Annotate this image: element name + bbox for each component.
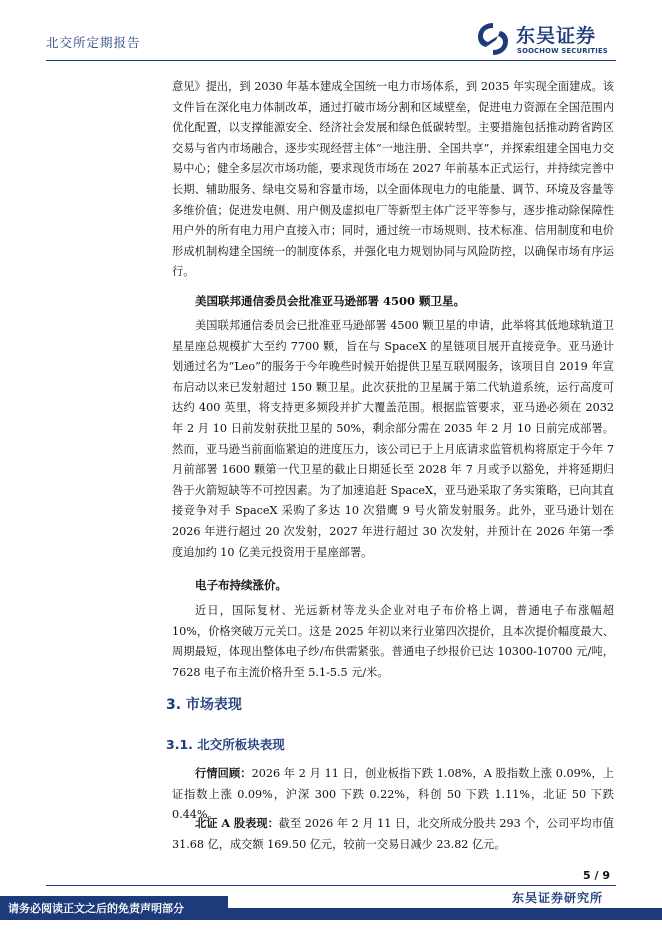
- bse-a-share-paragraph: [172, 813, 614, 855]
- market-review-text: 2026 年 2 月 11 日，创业板指下跌 1.08%，A 股指数上涨 0.09%，上证指数上涨 0.09%，沪深 300 下跌 0.22%，科创 50 下跌 1.11%，北证 50 下跌 0.44%。: [172, 767, 614, 822]
- e-cloth-paragraph: 近日，国际复材、光远新材等龙头企业对电子布价格上调，普通电子布涨幅超 10%，价格突破万元关口。这是 2025 年初以来行业第四次提价，且本次提价幅度最大、周期最短，体现出整体电子纱/布供需紧张。普通电子纱报价已达 10300-10700 元/吨，7628 电子布主流价格升至 5.1-5.5 元/米。: [172, 604, 614, 679]
- section-heading-market: 3. 市场表现: [166, 697, 242, 713]
- footer-brand: 东吴证券研究所: [512, 891, 604, 905]
- page-number: 5 / 9: [583, 869, 610, 882]
- disclaimer-text: 请务必阅读正文之后的免责声明部分: [8, 902, 184, 915]
- bse-a-share-lead: 北证 A 股表现：: [195, 816, 279, 830]
- logo-mark-icon: [474, 20, 512, 58]
- bse-a-share-text: 截至 2026 年 2 月 11 日，北交所成分股共 293 个，公司平均市值 31.68 亿，成交额 169.50 亿元，较前一交易日减少 23.82 亿元。: [172, 817, 614, 851]
- policy-paragraph: 意见》提出，到 2030 年基本建成全国统一电力市场体系，到 2035 年实现全面建成。该文件旨在深化电力体制改革，通过打破市场分割和区域壁垒，促进电力资源在全国范围内优化配置，以支撑能源安全、经济社会发展和绿色低碳转型。主要措施包括推动跨省跨区交易与省内市场融合，逐步实现经营主体“一地注册、全国共享”，并探索组建全国电力交易中心；健全多层次市场功能，要求现货市场在 2027 年前基本正式运行，并持续完善中长期、辅助服务、绿电交易和容量市场，以全面体现电力的电能量、调节、环境及容量等多维价值；促进发电侧、用户侧及虚拟电厂等新型主体广泛平等参与，逐步推动除保障性用户外的所有电力用户直接入市；同时，通过统一市场规则、技术标准、信用制度和电价形成机制构建全国统一的制度体系，并强化电力规划协同与风险防控，以确保市场有序运行。: [172, 80, 614, 279]
- subsection-heading-bse: 3.1. 北交所板块表现: [166, 737, 285, 752]
- brand-name-en: SOOCHOW SECURITIES: [517, 47, 608, 55]
- header-divider: [46, 60, 616, 61]
- news-title-e-cloth: 电子布持续涨价。: [195, 578, 287, 592]
- footer-divider: [46, 885, 616, 886]
- report-type-label: 北交所定期报告: [46, 35, 141, 50]
- brand-logo: [474, 20, 624, 62]
- disclaimer-bar: [0, 896, 228, 920]
- brand-name-cn: 东吴证券: [516, 25, 597, 47]
- amazon-paragraph: 美国联邦通信委员会已批准亚马逊部署 4500 颗卫星的申请，此举将其低地球轨道卫星星座总规模扩大至约 7700 颗，旨在与 SpaceX 的星链项目展开直接竞争。亚马逊计划通过名为“Leo”的服务于今年晚些时候开始提供卫星互联网服务，该项目自 2019 年宣布启动以来已发射超过 150 颗卫星。此次获批的卫星属于第二代轨道系统，运行高度可达约 400 英里，将支持更多频段并扩大覆盖范围。根据监管要求，亚马逊必须在 2032 年 2 月 10 日前发射获批卫星的 50%，剩余部分需在 2035 年 2 月 10 日前完成部署。然而，亚马逊当前面临紧迫的进度压力，该公司已于上月底请求监管机构将原定于今年 7 月前部署 1600 颗第一代卫星的截止日期延长至 2028 年 7 月或予以豁免，并将延期归咎于火箭短缺等不可控因素。为了加速追赶 SpaceX，亚马逊采取了务实策略，已向其直接竞争对手 SpaceX 采购了多达 10 次猎鹰 9 号火箭发射服务。此外，亚马逊计划在 2026 年进行超过 20 次发射，2027 年进行超过 30 次发射，并预计在 2026 年第一季度追加约 10 亿美元投资用于星座部署。: [172, 319, 614, 559]
- footer-band: [228, 908, 662, 920]
- market-review-lead: 行情回顾：: [195, 766, 252, 780]
- news-title-amazon: 美国联邦通信委员会批准亚马逊部署 4500 颗卫星。: [195, 294, 466, 308]
